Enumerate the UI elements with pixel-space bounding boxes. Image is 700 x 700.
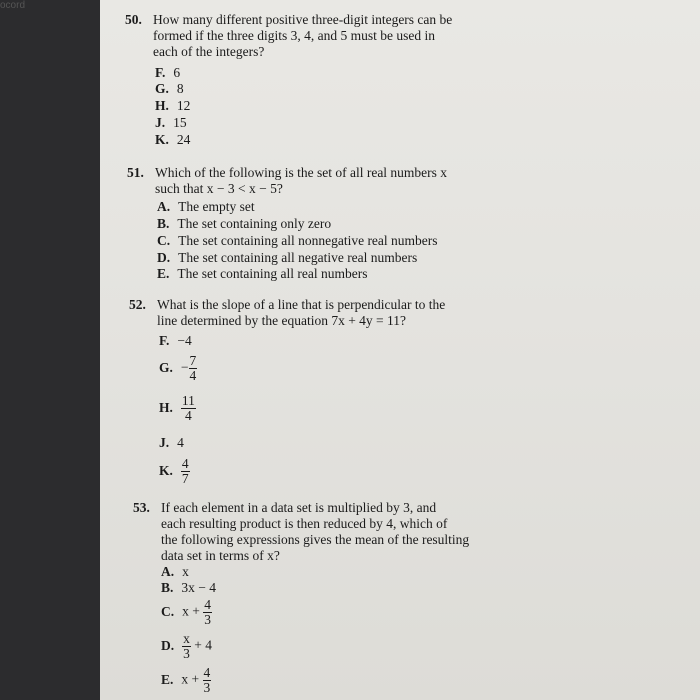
stem-line: each resulting product is then reduced by 4, which of: [161, 516, 448, 531]
option-k[interactable]: K. 24: [155, 132, 191, 147]
fraction: $\frac{7}{4}$: [189, 353, 197, 383]
option-c[interactable]: C. The set containing all nonnegative real numbers: [157, 233, 438, 248]
stem-line: data set in terms of x?: [161, 548, 280, 563]
option-d[interactable]: D. $\frac{x}{3}$ + 4: [161, 631, 212, 661]
stem-line: Which of the following is the set of all real numbers x: [155, 165, 448, 180]
stem-line: What is the slope of a line that is perpendicular to the: [157, 297, 446, 312]
question-stem: [153, 12, 452, 60]
option-b[interactable]: B. The set containing only zero: [157, 216, 332, 231]
question-stem: [161, 500, 469, 564]
stem-line: the following expressions gives the mean of the resulting: [161, 532, 470, 547]
fraction: $\frac{11}{4}$: [181, 393, 195, 423]
question-stem: [155, 165, 447, 197]
question-number: 52.: [129, 297, 146, 312]
option-k[interactable]: K. $\frac{4}{7}$: [159, 456, 189, 486]
stem-line: How many different positive three-digit integers can be: [153, 12, 453, 27]
option-b[interactable]: B. 3x − 4: [161, 580, 217, 595]
option-a[interactable]: A. The empty set: [157, 199, 255, 214]
fraction: $\frac{x}{3}$: [183, 631, 190, 661]
corner-text: ocord: [0, 0, 26, 11]
question-stem: [157, 297, 445, 329]
option-j[interactable]: J. 4: [159, 435, 184, 450]
question-51: [127, 165, 527, 285]
stem-line: line determined by the equation 7x + 4y = 11?: [157, 313, 407, 328]
question-number: 50.: [125, 12, 142, 27]
test-page: [100, 0, 700, 700]
option-j[interactable]: J. 15: [155, 115, 187, 130]
stem-line: each of the integers?: [153, 44, 265, 59]
question-number: 51.: [127, 165, 144, 180]
option-c[interactable]: C. x + $\frac{4}{3}$: [161, 597, 211, 627]
option-e[interactable]: E. The set containing all real numbers: [157, 266, 368, 281]
stem-line: such that x − 3 < x − 5?: [155, 181, 283, 196]
option-g[interactable]: G. − $\frac{7}{4}$: [159, 353, 197, 383]
option-f[interactable]: F. −4: [159, 333, 192, 348]
background-shadow: [0, 0, 100, 700]
option-e[interactable]: E. x + $\frac{4}{3}$: [161, 665, 211, 695]
stem-line: formed if the three digits 3, 4, and 5 must be used in: [153, 28, 435, 43]
question-number: 53.: [133, 500, 150, 515]
fraction: $\frac{4}{3}$: [203, 665, 211, 695]
fraction: $\frac{4}{7}$: [181, 456, 189, 486]
question-53: [133, 500, 533, 700]
option-h[interactable]: H. 12: [155, 98, 191, 113]
option-g[interactable]: G. 8: [155, 81, 184, 96]
fraction: $\frac{4}{3}$: [204, 597, 211, 627]
question-52: [129, 297, 529, 497]
stem-line: If each element in a data set is multiplied by 3, and: [161, 500, 437, 515]
option-f[interactable]: F. 6: [155, 65, 181, 80]
option-h[interactable]: H. $\frac{11}{4}$: [159, 393, 195, 423]
option-d[interactable]: D. The set containing all negative real numbers: [157, 250, 418, 265]
question-50: [125, 12, 525, 152]
option-a[interactable]: A. x: [161, 564, 189, 579]
